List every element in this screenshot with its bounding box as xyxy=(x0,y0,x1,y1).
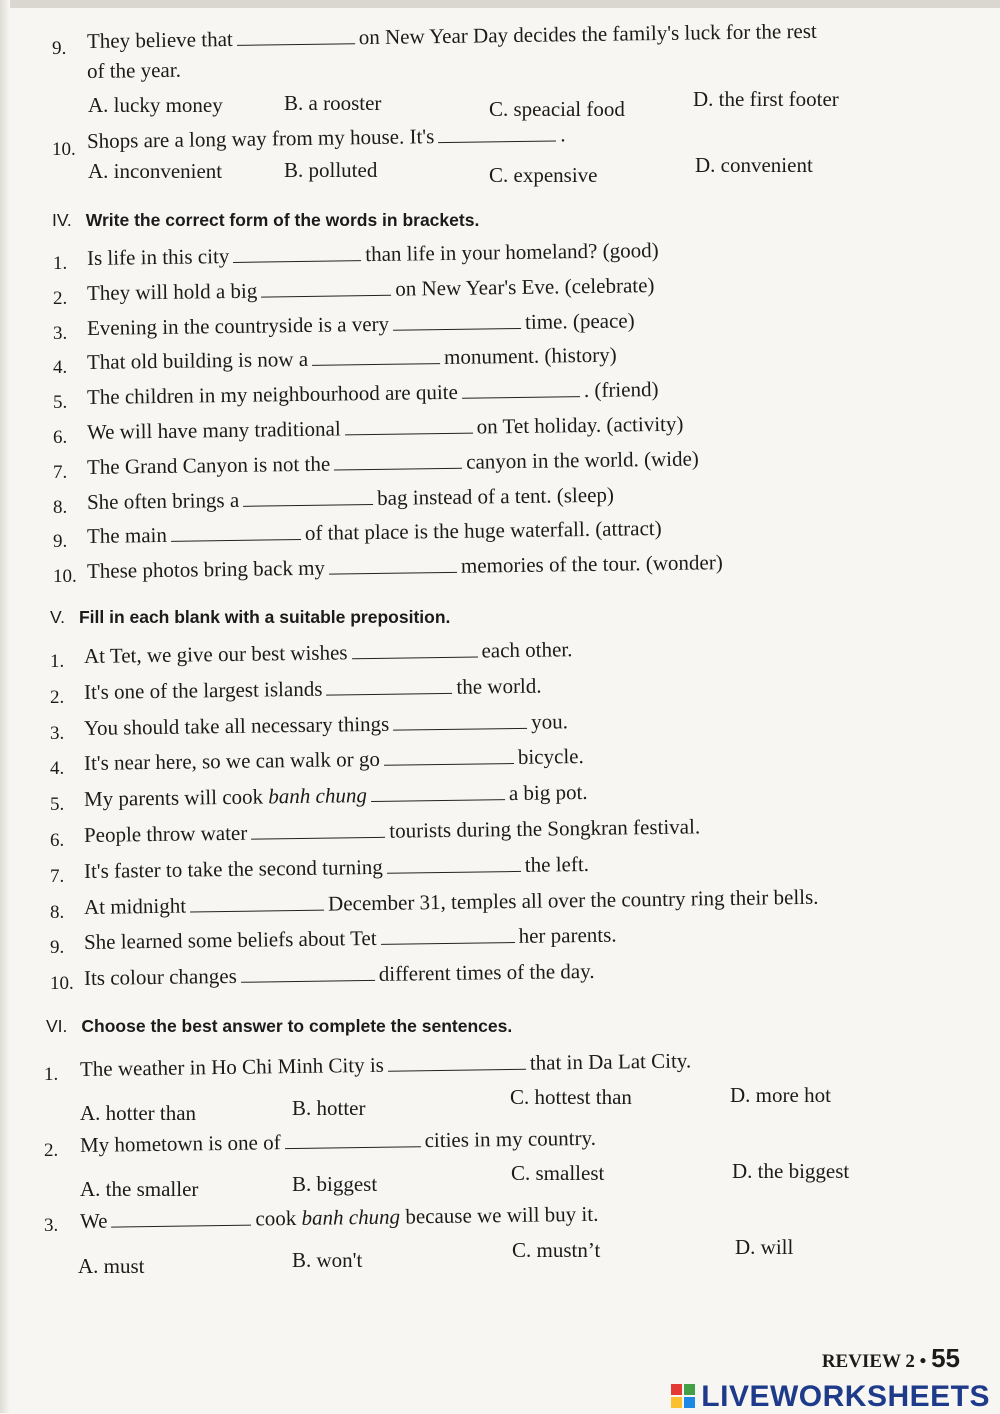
question-number: 9. xyxy=(53,531,68,553)
question-number: 5. xyxy=(53,392,68,414)
question-text: The weather in Ho Chi Minh City is that in Da Lat City. xyxy=(79,1048,692,1081)
answer-blank[interactable] xyxy=(462,380,580,399)
question-number: 9. xyxy=(50,937,65,959)
option-a[interactable]: A. lucky money xyxy=(88,93,223,117)
question-number: 3. xyxy=(50,722,65,744)
question-number: 4. xyxy=(53,357,68,379)
page-number: 55 xyxy=(931,1343,960,1373)
option-b[interactable]: B. a rooster xyxy=(284,91,382,115)
answer-blank[interactable] xyxy=(243,488,373,507)
question-text: These photos bring back my memories of the tour. (wonder) xyxy=(86,550,723,584)
question-number: 1. xyxy=(50,651,65,672)
answer-blank[interactable] xyxy=(393,711,527,730)
question-number: 10. xyxy=(52,139,76,160)
answer-blank[interactable] xyxy=(261,279,391,298)
question-text: The main of that place is the huge waterfall. (attract) xyxy=(86,516,662,549)
review-label: REVIEW 2 • xyxy=(821,1351,927,1372)
question-number: 3. xyxy=(44,1215,59,1236)
question-text: My hometown is one of cities in my country. xyxy=(79,1125,597,1157)
option-a[interactable]: A. the smaller xyxy=(80,1177,199,1201)
answer-blank[interactable] xyxy=(326,677,452,696)
page-footer xyxy=(822,1343,960,1374)
question-text: We cook banh chung because we will buy it. xyxy=(79,1201,599,1233)
option-c[interactable]: C. smallest xyxy=(511,1161,605,1185)
question-number: 10. xyxy=(53,566,77,588)
question-number: 3. xyxy=(53,322,68,344)
section-heading-iv: IV. Write the correct form of the words in brackets. xyxy=(52,210,480,230)
question-text: At midnight December 31, temples all over the country ring their bells. xyxy=(83,884,819,919)
liveworksheets-logo xyxy=(671,1380,990,1414)
option-d[interactable]: D. the first footer xyxy=(693,87,839,111)
option-b[interactable]: B. biggest xyxy=(292,1172,378,1196)
answer-blank[interactable] xyxy=(387,855,521,874)
question-text: It's faster to take the second turning the left. xyxy=(83,851,590,883)
option-d[interactable]: D. will xyxy=(735,1235,794,1259)
answer-blank[interactable] xyxy=(371,783,505,802)
answer-blank[interactable] xyxy=(171,523,301,542)
answer-blank[interactable] xyxy=(233,244,361,263)
answer-blank[interactable] xyxy=(251,821,385,840)
question-number: 1. xyxy=(53,253,68,274)
question-text: They believe that on New Year Day decides the family's luck for the rest xyxy=(86,18,817,53)
answer-blank[interactable] xyxy=(241,964,375,983)
option-c[interactable]: C. speacial food xyxy=(489,97,625,121)
question-text: Is life in this city than life in your homeland? (good) xyxy=(86,238,659,270)
option-b[interactable]: B. polluted xyxy=(284,158,378,182)
question-text: At Tet, we give our best wishes each other. xyxy=(83,637,573,668)
option-b[interactable]: B. won't xyxy=(292,1248,363,1272)
option-d[interactable]: D. convenient xyxy=(695,153,813,177)
answer-blank[interactable] xyxy=(393,312,521,331)
page-top-shadow xyxy=(0,0,1000,8)
question-number: 7. xyxy=(53,461,68,483)
answer-blank[interactable] xyxy=(384,747,514,766)
answer-blank[interactable] xyxy=(351,641,477,660)
question-number: 6. xyxy=(50,830,65,851)
option-a[interactable]: A. must xyxy=(78,1254,145,1278)
question-number: 2. xyxy=(50,686,65,708)
question-number: 8. xyxy=(50,901,65,923)
question-text: The Grand Canyon is not the canyon in the world. (wide) xyxy=(86,446,699,479)
question-number: 10. xyxy=(50,973,74,995)
page-left-shadow xyxy=(0,0,10,1413)
answer-blank[interactable] xyxy=(237,27,355,46)
question-text: She learned some beliefs about Tet her parents. xyxy=(83,922,617,955)
answer-blank[interactable] xyxy=(329,556,457,575)
question-text: My parents will cook banh chung a big pot. xyxy=(83,780,588,812)
answer-blank[interactable] xyxy=(380,926,514,945)
section-heading-v: V. Fill in each blank with a suitable preposition. xyxy=(50,607,451,627)
option-c[interactable]: C. expensive xyxy=(489,163,598,187)
option-d[interactable]: D. more hot xyxy=(730,1083,831,1107)
option-a[interactable]: A. inconvenient xyxy=(88,159,223,183)
question-text: They will hold a big on New Year's Eve. (celebrate) xyxy=(86,272,655,305)
answer-blank[interactable] xyxy=(190,893,324,912)
question-text: It's one of the largest islands the world. xyxy=(83,673,542,704)
liveworksheets-logo-icon xyxy=(671,1384,697,1410)
question-text: People throw water tourists during the Songkran festival. xyxy=(83,814,701,847)
question-text: The children in my neighbourhood are quite . (friend) xyxy=(86,377,659,410)
answer-blank[interactable] xyxy=(284,1130,420,1149)
question-text: Its colour changes different times of the day. xyxy=(83,959,595,991)
question-number: 5. xyxy=(50,794,65,816)
question-number: 9. xyxy=(51,37,67,59)
question-number: 6. xyxy=(53,427,68,448)
question-text: You should take all necessary things you. xyxy=(83,708,569,740)
answer-blank[interactable] xyxy=(345,417,473,436)
question-text: Evening in the countryside is a very time. (peace) xyxy=(86,307,635,340)
question-number: 2. xyxy=(53,287,68,309)
option-c[interactable]: C. mustn’t xyxy=(512,1238,601,1262)
question-text-continued: of the year. xyxy=(86,57,182,83)
answer-blank[interactable] xyxy=(438,124,556,143)
question-number: 7. xyxy=(50,865,65,887)
question-number: 4. xyxy=(50,758,65,780)
answer-blank[interactable] xyxy=(388,1053,526,1072)
answer-blank[interactable] xyxy=(312,347,440,366)
question-text: We will have many traditional on Tet holiday. (activity) xyxy=(86,411,684,444)
question-text: Shops are a long way from my house. It's . xyxy=(86,122,566,153)
option-b[interactable]: B. hotter xyxy=(292,1096,366,1120)
question-number: 2. xyxy=(44,1140,59,1161)
question-text: It's near here, so we can walk or go bicycle. xyxy=(83,744,584,776)
question-number: 1. xyxy=(44,1064,59,1085)
brand-name: LIVEWORKSHEETS xyxy=(701,1380,990,1413)
answer-blank[interactable] xyxy=(111,1209,251,1228)
section-heading-vi: VI. Choose the best answer to complete the sentences. xyxy=(46,1016,513,1036)
question-text: She often brings a bag instead of a tent. (sleep) xyxy=(86,482,615,514)
question-text: That old building is now a monument. (history) xyxy=(86,342,617,375)
option-d[interactable]: D. the biggest xyxy=(732,1159,850,1183)
question-number: 8. xyxy=(53,496,68,518)
option-a[interactable]: A. hotter than xyxy=(80,1101,197,1125)
answer-blank[interactable] xyxy=(334,452,462,471)
option-c[interactable]: C. hottest than xyxy=(510,1085,632,1109)
